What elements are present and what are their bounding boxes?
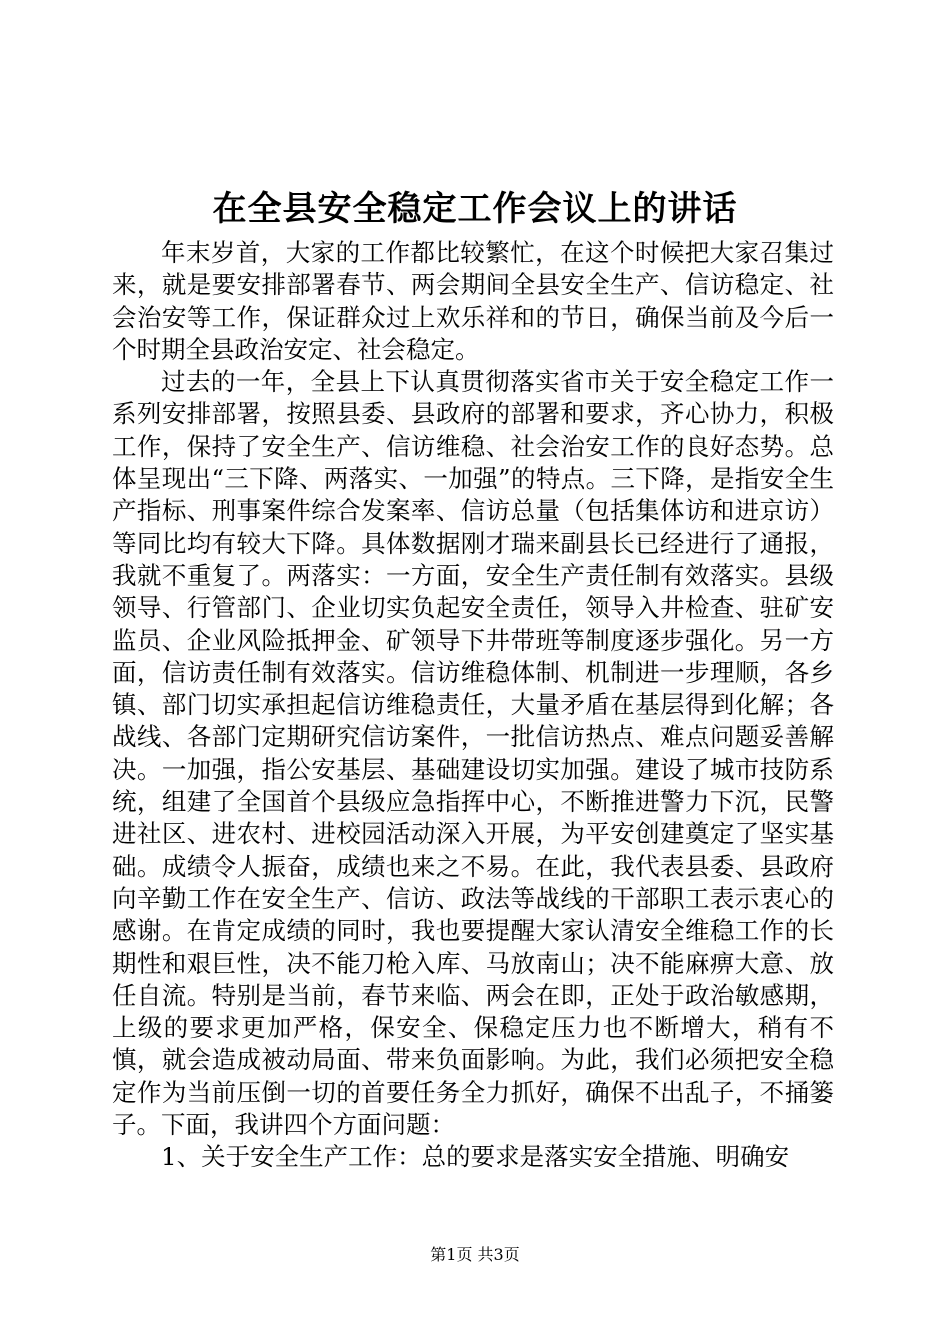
page-footer: 第1页 共3页: [430, 1245, 520, 1264]
document-title: 在全县安全稳定工作会议上的讲话: [212, 189, 738, 229]
document-body: [112, 237, 834, 1174]
paragraph-review: 过去的一年，全县上下认真贯彻落实省市关于安全稳定工作一系列安排部署，按照县委、县政府的部署和要求，齐心协力，积极工作，保持了安全生产、信访维稳、社会治安工作的良好态势。总体呈现出“三下降、两落实、一加强”的特点。三下降，是指安全生产指标、刑事案件综合发案率、信访总量（包括集体访和进京访）等同比均有较大下降。具体数据刚才瑞来副县长已经进行了通报，我就不重复了。两落实：一方面，安全生产责任制有效落实。县级领导、行管部门、企业切实负起安全责任，领导入井检查、驻矿安监员、企业风险抵押金、矿领导下井带班等制度逐步强化。另一方面，信访责任制有效落实。信访维稳体制、机制进一步理顺，各乡镇、部门切实承担起信访维稳责任，大量矛盾在基层得到化解；各战线、各部门定期研究信访案件，一批信访热点、难点问题妥善解决。一加强，指公安基层、基础建设切实加强。建设了城市技防系统，组建了全国首个县级应急指挥中心，不断推进警力下沉，民警进社区、进农村、进校园活动深入开展，为平安创建奠定了坚实基础。成绩令人振奋，成绩也来之不易。在此，我代表县委、县政府向辛勤工作在安全生产、信访、政法等战线的干部职工表示衷心的感谢。在肯定成绩的同时，我也要提醒大家认清安全维稳工作的长期性和艰巨性，决不能刀枪入库、马放南山；决不能麻痹大意、放任自流。特别是当前，春节来临、两会在即，正处于政治敏感期，上级的要求更加严格，保安全、保稳定压力也不断增大，稍有不慎，就会造成被动局面、带来负面影响。为此，我们必须把安全稳定作为当前压倒一切的首要任务全力抓好，确保不出乱子，不捅篓子。下面，我讲四个方面问题：: [112, 367, 834, 1140]
paragraph-intro: 年末岁首，大家的工作都比较繁忙，在这个时候把大家召集过来，就是要安排部署春节、两会期间全县安全生产、信访稳定、社会治安等工作，保证群众过上欢乐祥和的节日，确保当前及今后一个时期全县政治安定、社会稳定。: [112, 238, 834, 364]
paragraph-section-1: 1、关于安全生产工作：总的要求是落实安全措施、明确安: [161, 1142, 790, 1172]
